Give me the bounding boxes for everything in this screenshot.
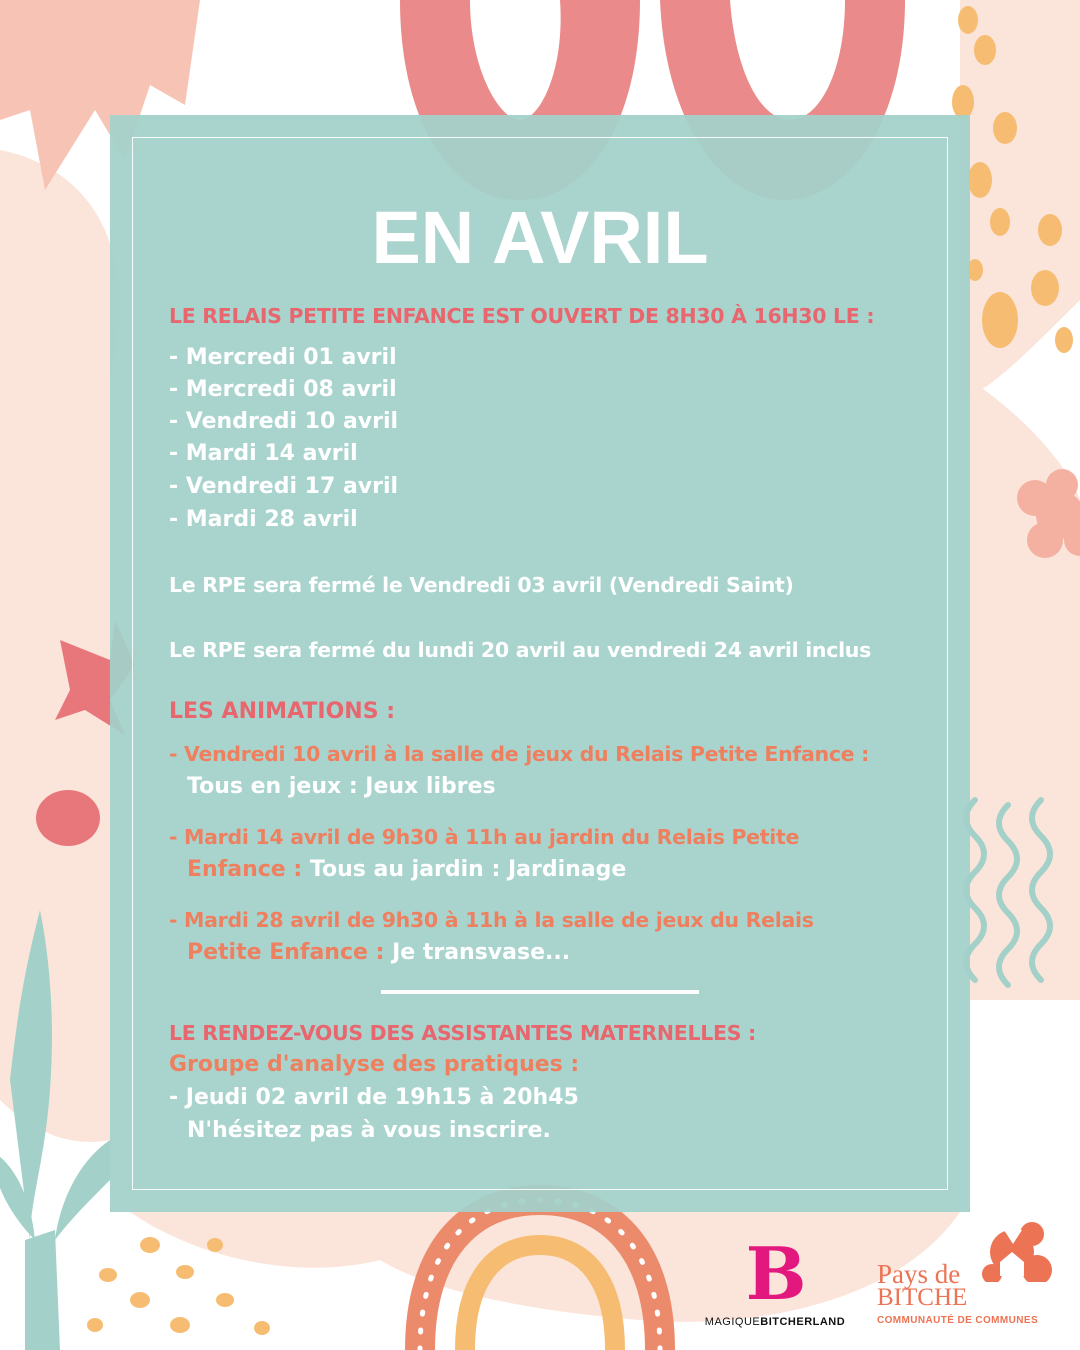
closure-note: Le RPE sera fermé du lundi 20 avril au vendredi 24 avril inclus (169, 638, 872, 662)
animation-item-title: - Mardi 28 avril de 9h30 à 11h à la salle de jeux du Relais (169, 908, 814, 932)
rdv-date: - Jeudi 02 avril de 19h15 à 20h45 (169, 1085, 579, 1110)
bitcherland-caption (700, 1316, 850, 1328)
bitcherland-caption-bold: BITCHERLAND (760, 1316, 846, 1328)
animation-item-title: - Vendredi 10 avril à la salle de jeux du Relais Petite Enfance : (169, 742, 870, 766)
animations-heading: LES ANIMATIONS : (169, 699, 395, 724)
rdv-heading: LE RENDEZ-VOUS DES ASSISTANTES MATERNELLES : (169, 1021, 756, 1045)
closure-note: Le RPE sera fermé le Vendredi 03 avril (Vendredi Saint) (169, 573, 794, 597)
rdv-note: N'hésitez pas à vous inscrire. (187, 1118, 551, 1143)
coral-blob-left (36, 790, 100, 846)
opening-day: - Mercredi 01 avril (169, 345, 397, 370)
page-title: EN AVRIL (371, 196, 709, 279)
opening-day: - Mardi 28 avril (169, 507, 358, 532)
pays-de-bitche-line1: Pays de (877, 1259, 961, 1289)
section-divider (381, 990, 699, 994)
opening-day: - Mercredi 08 avril (169, 377, 397, 402)
opening-heading: LE RELAIS PETITE ENFANCE EST OUVERT DE 8H30 À 16H30 LE : (169, 304, 875, 328)
rdv-subheading: Groupe d'analyse des pratiques : (169, 1052, 580, 1077)
pays-de-bitche-line2: BITCHE (877, 1284, 968, 1311)
info-panel (110, 115, 970, 1212)
bitcherland-caption-light: MAGIQUE (704, 1316, 761, 1328)
animation-item-prefix: Enfance : (187, 857, 303, 882)
animation-item-detail (169, 854, 626, 886)
opening-day: - Mardi 14 avril (169, 441, 358, 466)
bitcherland-glyph: B (745, 1231, 807, 1316)
pays-de-bitche-logo (872, 1222, 1062, 1337)
animation-item-prefix: Petite Enfance : (187, 940, 385, 965)
animation-item-detail (169, 937, 570, 969)
bitcherland-logo (700, 1232, 850, 1342)
animation-item-activity: Tous au jardin : Jardinage (309, 857, 627, 882)
animation-item-activity: Tous en jeux : Jeux libres (187, 774, 496, 799)
pays-de-bitche-line3: COMMUNAUTÉ DE COMMUNES (877, 1315, 1039, 1326)
animation-item-detail (169, 771, 496, 803)
opening-day: - Vendredi 17 avril (169, 474, 399, 499)
animation-item-title: - Mardi 14 avril de 9h30 à 11h au jardin du Relais Petite (169, 825, 800, 849)
blush-blob-left (0, 150, 120, 1142)
animation-item-activity: Je transvase... (392, 940, 571, 965)
opening-day: - Vendredi 10 avril (169, 409, 399, 434)
